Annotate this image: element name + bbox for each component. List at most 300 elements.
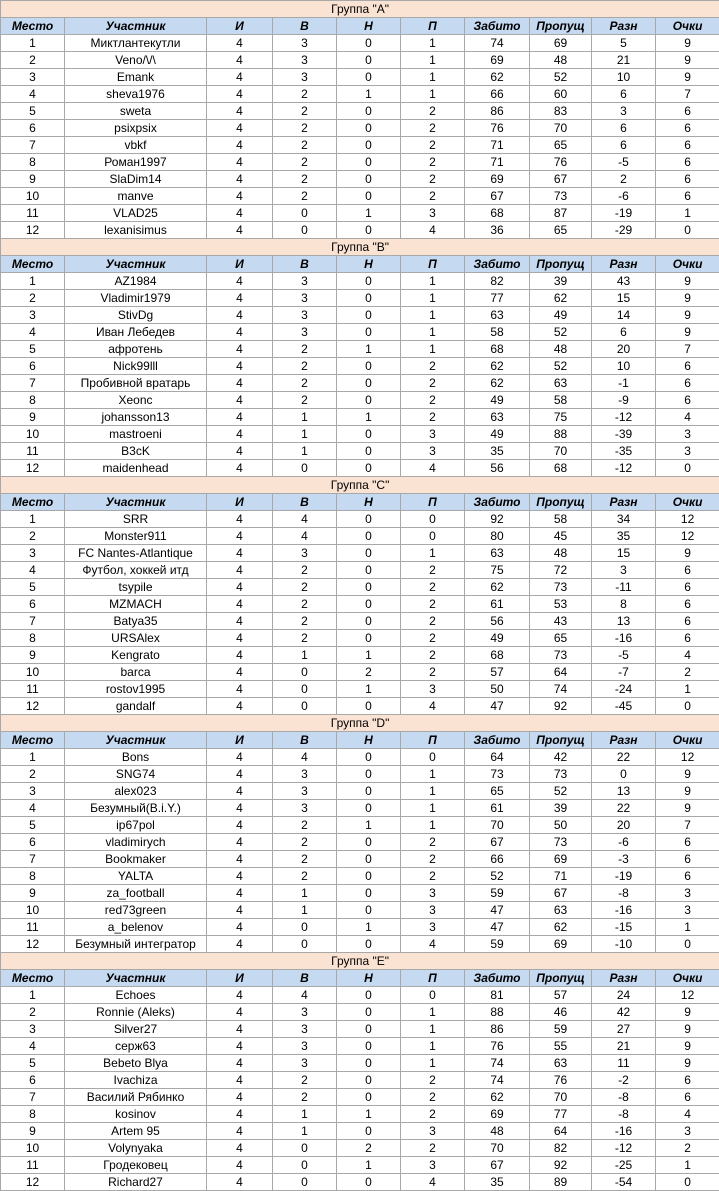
col-losses: 2 [401, 1140, 465, 1157]
col-wins: 2 [273, 375, 337, 392]
col-wins: 1 [273, 902, 337, 919]
col-conceded: 46 [530, 1004, 592, 1021]
col-played: 4 [207, 1038, 273, 1055]
col-draws: 0 [337, 188, 401, 205]
col-wins: 2 [273, 86, 337, 103]
col-place: 6 [1, 358, 65, 375]
col-conceded: 69 [530, 936, 592, 953]
col-place: 3 [1, 545, 65, 562]
col-wins: 0 [273, 664, 337, 681]
col-losses: 1 [401, 766, 465, 783]
col-conceded: 65 [530, 630, 592, 647]
col-losses: 2 [401, 613, 465, 630]
col-losses: 2 [401, 154, 465, 171]
col-wins: 1 [273, 885, 337, 902]
table-row [1, 409, 719, 426]
table-row [1, 273, 719, 290]
col-conceded: 52 [530, 358, 592, 375]
col-wins: 2 [273, 613, 337, 630]
col-draws: 0 [337, 154, 401, 171]
col-diff: 6 [592, 137, 656, 154]
col-scored: 73 [465, 766, 530, 783]
col-place: 9 [1, 1123, 65, 1140]
col-points: 6 [656, 392, 719, 409]
col-draws: 0 [337, 1174, 401, 1191]
col-played: 4 [207, 698, 273, 715]
col-wins: 2 [273, 630, 337, 647]
col-scored: 47 [465, 698, 530, 715]
col-wins: 2 [273, 596, 337, 613]
col-conceded: 39 [530, 273, 592, 290]
col-played: 4 [207, 783, 273, 800]
col-points: 9 [656, 800, 719, 817]
col-losses: 2 [401, 630, 465, 647]
col-participant: SlaDim14 [65, 171, 207, 188]
col-draws: 0 [337, 137, 401, 154]
col-place: 9 [1, 647, 65, 664]
col-wins: 2 [273, 171, 337, 188]
table-row [1, 341, 719, 358]
col-diff: 14 [592, 307, 656, 324]
col-participant: серж63 [65, 1038, 207, 1055]
col-participant: sweta [65, 103, 207, 120]
group-title-row [1, 1, 719, 18]
col-participant: ip67pol [65, 817, 207, 834]
col-losses: 1 [401, 341, 465, 358]
table-row [1, 86, 719, 103]
table-row [1, 749, 719, 766]
col-conceded: 57 [530, 987, 592, 1004]
col-played: 4 [207, 137, 273, 154]
col-draws: 0 [337, 273, 401, 290]
col-points: 6 [656, 834, 719, 851]
col-conceded: 53 [530, 596, 592, 613]
column-header-wins: В [273, 18, 337, 35]
col-draws: 1 [337, 341, 401, 358]
col-scored: 92 [465, 511, 530, 528]
col-diff: 2 [592, 171, 656, 188]
col-played: 4 [207, 579, 273, 596]
column-header-diff: Разн [592, 970, 656, 987]
col-losses: 3 [401, 1123, 465, 1140]
col-diff: 8 [592, 596, 656, 613]
col-played: 4 [207, 1174, 273, 1191]
column-header-diff: Разн [592, 732, 656, 749]
col-scored: 86 [465, 103, 530, 120]
col-wins: 0 [273, 222, 337, 239]
col-draws: 1 [337, 1157, 401, 1174]
col-place: 9 [1, 409, 65, 426]
col-diff: -16 [592, 902, 656, 919]
col-conceded: 70 [530, 120, 592, 137]
col-diff: 22 [592, 800, 656, 817]
table-row [1, 511, 719, 528]
col-draws: 0 [337, 885, 401, 902]
table-row [1, 885, 719, 902]
col-diff: -12 [592, 409, 656, 426]
col-participant: johansson13 [65, 409, 207, 426]
column-header-played: И [207, 732, 273, 749]
column-header-wins: В [273, 494, 337, 511]
column-header-row [1, 256, 719, 273]
col-draws: 0 [337, 222, 401, 239]
col-draws: 0 [337, 698, 401, 715]
col-played: 4 [207, 171, 273, 188]
column-header-place: Место [1, 256, 65, 273]
col-wins: 3 [273, 307, 337, 324]
col-scored: 88 [465, 1004, 530, 1021]
col-diff: 10 [592, 358, 656, 375]
col-points: 3 [656, 885, 719, 902]
col-participant: Batya35 [65, 613, 207, 630]
col-points: 12 [656, 987, 719, 1004]
col-played: 4 [207, 375, 273, 392]
col-conceded: 74 [530, 681, 592, 698]
col-losses: 4 [401, 222, 465, 239]
col-conceded: 55 [530, 1038, 592, 1055]
col-conceded: 67 [530, 885, 592, 902]
table-row [1, 1174, 719, 1191]
table-row [1, 800, 719, 817]
col-wins: 1 [273, 409, 337, 426]
column-header-row [1, 732, 719, 749]
col-place: 10 [1, 188, 65, 205]
col-participant: Роман1997 [65, 154, 207, 171]
col-place: 8 [1, 1106, 65, 1123]
col-losses: 1 [401, 69, 465, 86]
col-scored: 68 [465, 205, 530, 222]
col-place: 6 [1, 1072, 65, 1089]
col-conceded: 83 [530, 103, 592, 120]
col-conceded: 69 [530, 851, 592, 868]
col-losses: 0 [401, 511, 465, 528]
col-losses: 4 [401, 936, 465, 953]
col-participant: VLAD25 [65, 205, 207, 222]
col-played: 4 [207, 664, 273, 681]
col-conceded: 48 [530, 341, 592, 358]
col-wins: 2 [273, 154, 337, 171]
col-draws: 0 [337, 868, 401, 885]
col-draws: 0 [337, 426, 401, 443]
col-participant: vbkf [65, 137, 207, 154]
col-conceded: 73 [530, 834, 592, 851]
col-conceded: 73 [530, 188, 592, 205]
col-place: 8 [1, 154, 65, 171]
column-header-played: И [207, 494, 273, 511]
col-draws: 0 [337, 1072, 401, 1089]
col-diff: -25 [592, 1157, 656, 1174]
col-place: 5 [1, 103, 65, 120]
column-header-points: Очки [656, 732, 719, 749]
col-place: 6 [1, 596, 65, 613]
col-scored: 35 [465, 443, 530, 460]
table-row [1, 137, 719, 154]
table-row [1, 222, 719, 239]
col-points: 9 [656, 69, 719, 86]
col-conceded: 43 [530, 613, 592, 630]
col-conceded: 92 [530, 698, 592, 715]
col-diff: -3 [592, 851, 656, 868]
col-conceded: 63 [530, 375, 592, 392]
column-header-place: Место [1, 18, 65, 35]
col-losses: 2 [401, 137, 465, 154]
col-conceded: 65 [530, 222, 592, 239]
col-place: 2 [1, 290, 65, 307]
col-scored: 62 [465, 358, 530, 375]
column-header-conceded: Пропущ [530, 494, 592, 511]
col-conceded: 62 [530, 919, 592, 936]
col-diff: -5 [592, 647, 656, 664]
col-losses: 1 [401, 1055, 465, 1072]
table-row [1, 681, 719, 698]
col-scored: 71 [465, 137, 530, 154]
col-place: 2 [1, 766, 65, 783]
col-scored: 68 [465, 341, 530, 358]
table-row [1, 919, 719, 936]
col-points: 6 [656, 579, 719, 596]
col-points: 0 [656, 698, 719, 715]
col-wins: 2 [273, 868, 337, 885]
col-draws: 0 [337, 562, 401, 579]
col-participant: Emank [65, 69, 207, 86]
col-points: 9 [656, 545, 719, 562]
col-points: 1 [656, 205, 719, 222]
col-points: 9 [656, 273, 719, 290]
column-header-losses: П [401, 494, 465, 511]
col-diff: -1 [592, 375, 656, 392]
column-header-draws: Н [337, 732, 401, 749]
col-participant: Kengrato [65, 647, 207, 664]
col-losses: 1 [401, 800, 465, 817]
table-row [1, 426, 719, 443]
col-place: 7 [1, 851, 65, 868]
col-wins: 2 [273, 103, 337, 120]
group-title-row [1, 477, 719, 494]
col-losses: 2 [401, 1089, 465, 1106]
col-diff: 43 [592, 273, 656, 290]
col-scored: 74 [465, 1055, 530, 1072]
table-row [1, 1140, 719, 1157]
col-conceded: 71 [530, 868, 592, 885]
table-row [1, 460, 719, 477]
table-row [1, 596, 719, 613]
col-place: 11 [1, 919, 65, 936]
col-diff: -11 [592, 579, 656, 596]
group-title: Группа "E" [1, 953, 719, 970]
col-points: 6 [656, 137, 719, 154]
column-header-row [1, 970, 719, 987]
col-participant: Bebeto Blya [65, 1055, 207, 1072]
col-draws: 0 [337, 52, 401, 69]
col-conceded: 72 [530, 562, 592, 579]
column-header-row [1, 494, 719, 511]
col-draws: 1 [337, 205, 401, 222]
col-conceded: 63 [530, 902, 592, 919]
col-scored: 62 [465, 375, 530, 392]
col-wins: 3 [273, 1038, 337, 1055]
col-place: 10 [1, 902, 65, 919]
col-participant: tsypile [65, 579, 207, 596]
col-place: 1 [1, 511, 65, 528]
col-played: 4 [207, 1004, 273, 1021]
col-played: 4 [207, 1089, 273, 1106]
col-scored: 67 [465, 188, 530, 205]
col-played: 4 [207, 35, 273, 52]
col-place: 6 [1, 120, 65, 137]
table-row [1, 1055, 719, 1072]
table-row [1, 1106, 719, 1123]
col-losses: 0 [401, 528, 465, 545]
col-diff: 27 [592, 1021, 656, 1038]
col-scored: 70 [465, 817, 530, 834]
col-conceded: 73 [530, 766, 592, 783]
col-played: 4 [207, 800, 273, 817]
col-scored: 75 [465, 562, 530, 579]
col-diff: -8 [592, 885, 656, 902]
col-played: 4 [207, 596, 273, 613]
col-draws: 1 [337, 681, 401, 698]
col-participant: sheva1976 [65, 86, 207, 103]
col-participant: B3cK [65, 443, 207, 460]
table-row [1, 545, 719, 562]
group-title: Группа "C" [1, 477, 719, 494]
col-place: 5 [1, 1055, 65, 1072]
col-diff: -16 [592, 630, 656, 647]
col-scored: 69 [465, 171, 530, 188]
table-row [1, 324, 719, 341]
col-place: 3 [1, 1021, 65, 1038]
col-wins: 1 [273, 1106, 337, 1123]
col-played: 4 [207, 885, 273, 902]
col-scored: 59 [465, 936, 530, 953]
col-conceded: 75 [530, 409, 592, 426]
col-wins: 4 [273, 528, 337, 545]
col-conceded: 59 [530, 1021, 592, 1038]
col-conceded: 76 [530, 154, 592, 171]
col-losses: 2 [401, 1072, 465, 1089]
col-diff: 5 [592, 35, 656, 52]
col-conceded: 52 [530, 69, 592, 86]
col-conceded: 89 [530, 1174, 592, 1191]
col-participant: red73green [65, 902, 207, 919]
col-conceded: 48 [530, 52, 592, 69]
col-points: 0 [656, 460, 719, 477]
col-points: 7 [656, 86, 719, 103]
col-diff: -9 [592, 392, 656, 409]
col-scored: 71 [465, 154, 530, 171]
col-draws: 0 [337, 766, 401, 783]
col-losses: 1 [401, 273, 465, 290]
table-row [1, 766, 719, 783]
col-diff: -45 [592, 698, 656, 715]
col-played: 4 [207, 647, 273, 664]
col-losses: 2 [401, 664, 465, 681]
col-points: 0 [656, 222, 719, 239]
col-draws: 0 [337, 834, 401, 851]
col-diff: -2 [592, 1072, 656, 1089]
column-header-wins: В [273, 256, 337, 273]
col-participant: SNG74 [65, 766, 207, 783]
col-diff: -5 [592, 154, 656, 171]
col-scored: 74 [465, 35, 530, 52]
col-place: 12 [1, 698, 65, 715]
col-losses: 1 [401, 86, 465, 103]
col-diff: 13 [592, 783, 656, 800]
table-row [1, 392, 719, 409]
col-played: 4 [207, 324, 273, 341]
col-draws: 0 [337, 1123, 401, 1140]
col-played: 4 [207, 749, 273, 766]
col-draws: 0 [337, 307, 401, 324]
col-draws: 0 [337, 783, 401, 800]
col-wins: 0 [273, 681, 337, 698]
column-header-draws: Н [337, 970, 401, 987]
group-title-row [1, 239, 719, 256]
col-wins: 3 [273, 52, 337, 69]
col-draws: 0 [337, 103, 401, 120]
col-played: 4 [207, 528, 273, 545]
col-losses: 4 [401, 698, 465, 715]
col-participant: Volynyaka [65, 1140, 207, 1157]
col-losses: 0 [401, 987, 465, 1004]
col-scored: 47 [465, 902, 530, 919]
col-place: 1 [1, 749, 65, 766]
col-losses: 4 [401, 460, 465, 477]
col-participant: barca [65, 664, 207, 681]
column-header-points: Очки [656, 494, 719, 511]
col-diff: 6 [592, 86, 656, 103]
col-losses: 3 [401, 919, 465, 936]
col-diff: 3 [592, 562, 656, 579]
col-scored: 49 [465, 392, 530, 409]
col-losses: 3 [401, 885, 465, 902]
table-row [1, 188, 719, 205]
table-row [1, 630, 719, 647]
col-draws: 0 [337, 358, 401, 375]
col-played: 4 [207, 902, 273, 919]
col-points: 9 [656, 766, 719, 783]
col-played: 4 [207, 1157, 273, 1174]
col-draws: 0 [337, 1004, 401, 1021]
col-played: 4 [207, 86, 273, 103]
col-conceded: 49 [530, 307, 592, 324]
col-played: 4 [207, 205, 273, 222]
group-title: Группа "A" [1, 1, 719, 18]
col-losses: 2 [401, 834, 465, 851]
table-row [1, 443, 719, 460]
col-points: 6 [656, 596, 719, 613]
column-header-place: Место [1, 732, 65, 749]
column-header-losses: П [401, 256, 465, 273]
column-header-losses: П [401, 970, 465, 987]
col-diff: -6 [592, 834, 656, 851]
col-losses: 4 [401, 1174, 465, 1191]
col-place: 11 [1, 205, 65, 222]
col-scored: 76 [465, 120, 530, 137]
table-row [1, 52, 719, 69]
column-header-played: И [207, 18, 273, 35]
col-diff: 34 [592, 511, 656, 528]
table-row [1, 290, 719, 307]
col-losses: 2 [401, 1106, 465, 1123]
col-played: 4 [207, 1123, 273, 1140]
col-points: 12 [656, 528, 719, 545]
col-place: 2 [1, 52, 65, 69]
column-header-conceded: Пропущ [530, 970, 592, 987]
table-row [1, 902, 719, 919]
col-draws: 1 [337, 86, 401, 103]
table-row [1, 307, 719, 324]
